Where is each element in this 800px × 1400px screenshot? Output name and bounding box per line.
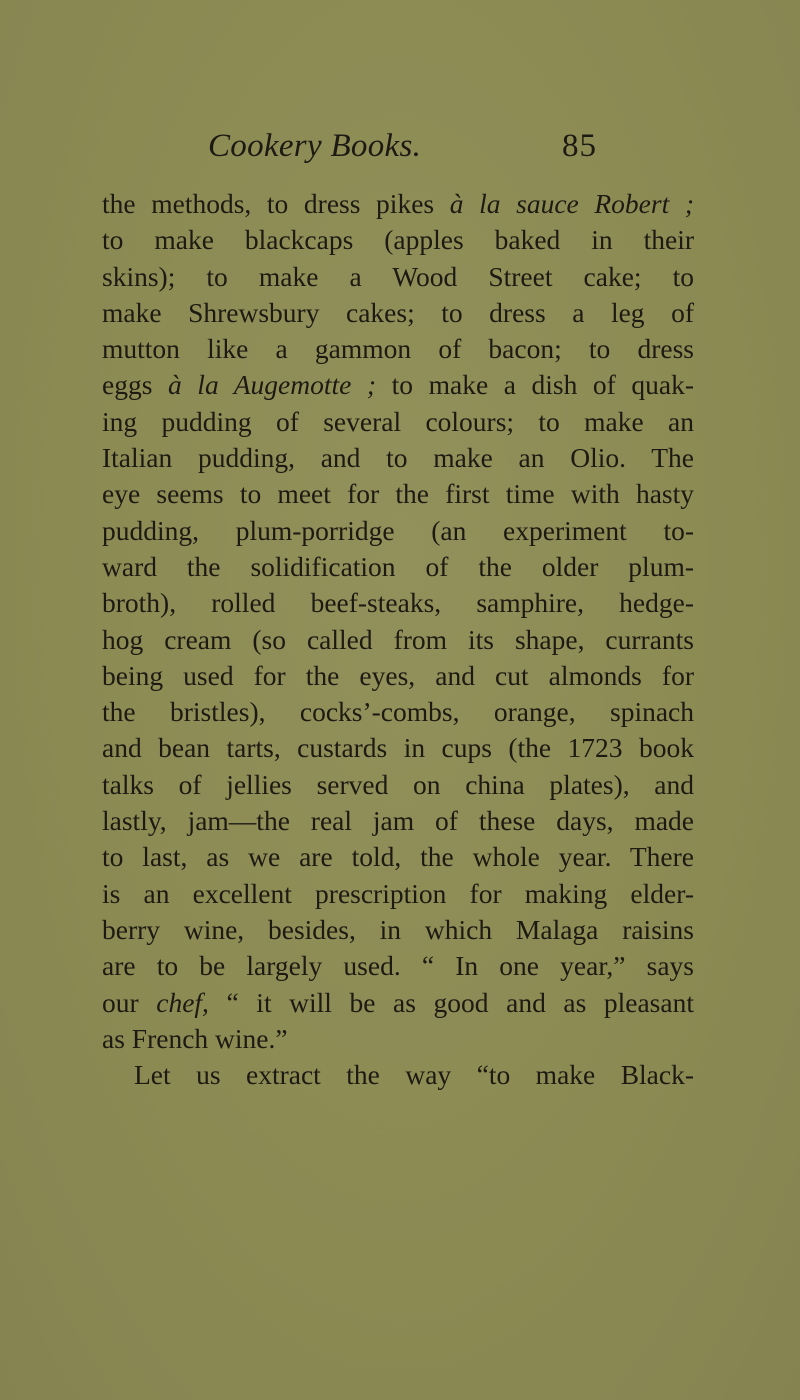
text-line: the methods, to dress pikes à la sauce Robert ; [102,188,694,219]
text-line: our chef, “ it will be as good and as pleasant [102,986,694,1018]
text-line: to last, as we are told, the whole year. There [102,841,694,873]
body-text [102,186,694,1093]
text-line: as French wine.” [102,1022,288,1054]
text-line: berry wine, besides, in which Malaga raisins [102,913,694,945]
text-line: eggs à la Augemotte ; to make a dish of quak- [102,369,694,401]
text-line: pudding, plum-porridge (an experiment to- [102,514,694,546]
text-line: talks of jellies served on china plates), and [102,768,694,800]
text-line: Italian pudding, and to make an Olio. The [102,442,694,474]
text-line: broth), rolled beef-steaks, samphire, hedge- [102,587,694,619]
text-line: is an excellent prescription for making elder- [102,877,694,909]
text-line: eye seems to meet for the first time with hasty [102,478,694,510]
text-line: to make blackcaps (apples baked in their [102,224,694,256]
text-line: ward the solidification of the older plum- [102,550,694,582]
text-line: Let us extract the way “to make Black- [134,1059,694,1091]
page-header [0,128,800,168]
text-line: lastly, jam—the real jam of these days, made [102,805,694,837]
text-line: ing pudding of several colours; to make an [102,405,694,437]
text-line: being used for the eyes, and cut almonds for [102,659,694,691]
text-line: are to be largely used. “ In one year,” says [102,950,694,982]
text-line: skins); to make a Wood Street cake; to [102,260,694,292]
running-title: Cookery Books. [208,128,422,164]
text-line: and bean tarts, custards in cups (the 1723 book [102,732,694,764]
text-line: make Shrewsbury cakes; to dress a leg of [102,296,694,328]
text-line: mutton like a gammon of bacon; to dress [102,333,694,365]
text-line: hog cream (so called from its shape, currants [102,623,694,655]
text-line: the bristles), cocks’-combs, orange, spinach [102,696,694,728]
page-number: 85 [562,128,597,164]
